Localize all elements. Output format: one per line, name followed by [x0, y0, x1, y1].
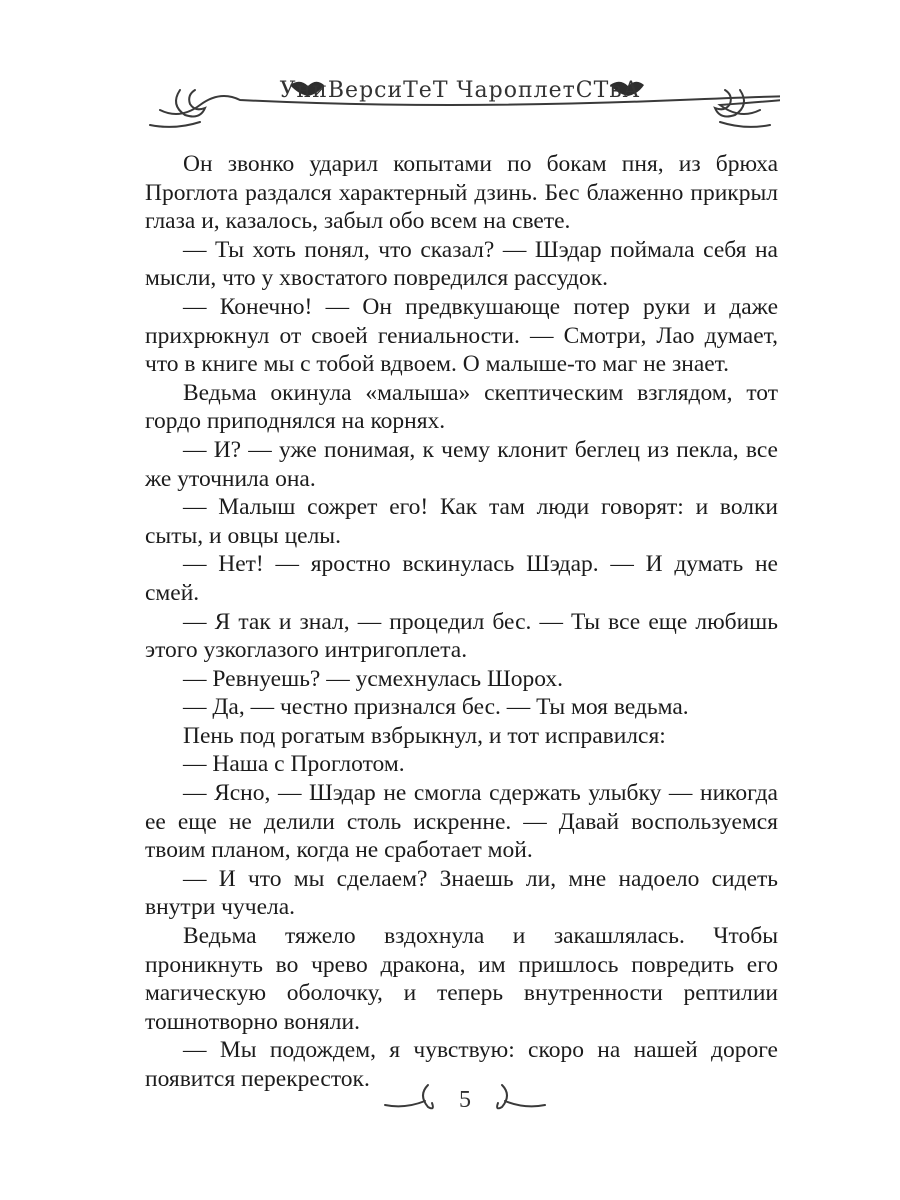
- running-title: УниВерсиТеТ ЧароплетСТвА: [279, 78, 641, 103]
- paragraph: — Ревнуешь? — усмехнулась Шорох.: [183, 665, 563, 692]
- paragraph: — Мы подождем, я чувствую: скоро на нашей дороге появится перекресток.: [145, 1037, 778, 1092]
- header-ornament: [140, 60, 780, 150]
- page-footer: [380, 1075, 550, 1125]
- paragraph: — Нет! — яростно вскинулась Шэдар. — И думать не смей.: [145, 551, 778, 606]
- paragraph: — Ты хоть понял, что сказал? — Шэдар поймала себя на мысли, что у хвостатого повредился рассудок.: [145, 236, 778, 292]
- paragraph: — Я так и знал, — процедил бес. — Ты все еще любишь этого узкоглазого интригоплета.: [145, 608, 778, 664]
- paragraph: Пень под рогатым взбрыкнул, и тот исправился:: [183, 722, 666, 749]
- paragraph: — Наша с Проглотом.: [183, 751, 405, 778]
- paragraph: — Да, — честно признался бес. — Ты моя ведьма.: [183, 694, 689, 721]
- paragraph: — И что мы сделаем? Знаешь ли, мне надоело сидеть внутри чучела.: [145, 865, 778, 921]
- paragraph: — И? — уже понимая, к чему клонит беглец из пекла, все же уточнила она.: [145, 436, 778, 492]
- paragraph: Ведьма окинула «малыша» скептическим взглядом, тот гордо приподнялся на корнях.: [145, 379, 778, 435]
- paragraph: Он звонко ударил копытами по бокам пня, из брюха Проглота раздался характерный дзинь. Бес блаженно прикрыл глаза и, казалось, забыл обо всем на свете.: [145, 151, 778, 235]
- paragraph: — Малыш сожрет его! Как там люди говорят: и волки сыты, и овцы целы.: [145, 494, 778, 549]
- paragraph: — Ясно, — Шэдар не смогла сдержать улыбку — никогда ее еще не делили столь искренне. — Давай воспользуемся твоим планом, когда не сработает мой.: [145, 780, 778, 864]
- paragraph: — Конечно! — Он предвкушающе потер руки и даже прихрюкнул от своей гениальности. — Смотри, Лао думает, что в книге мы с тобой вдвоем. О малыше-то маг не знает.: [145, 293, 778, 378]
- running-header: [140, 60, 780, 150]
- page-number: 5: [459, 1087, 471, 1113]
- page-body: [145, 150, 778, 1094]
- paragraph: Ведьма тяжело вздохнула и закашлялась. Чтобы проникнуть во чрево дракона, им пришлось повредить его магическую оболочку, и теперь внутренности рептилии тошнотворно воняли.: [145, 923, 778, 1035]
